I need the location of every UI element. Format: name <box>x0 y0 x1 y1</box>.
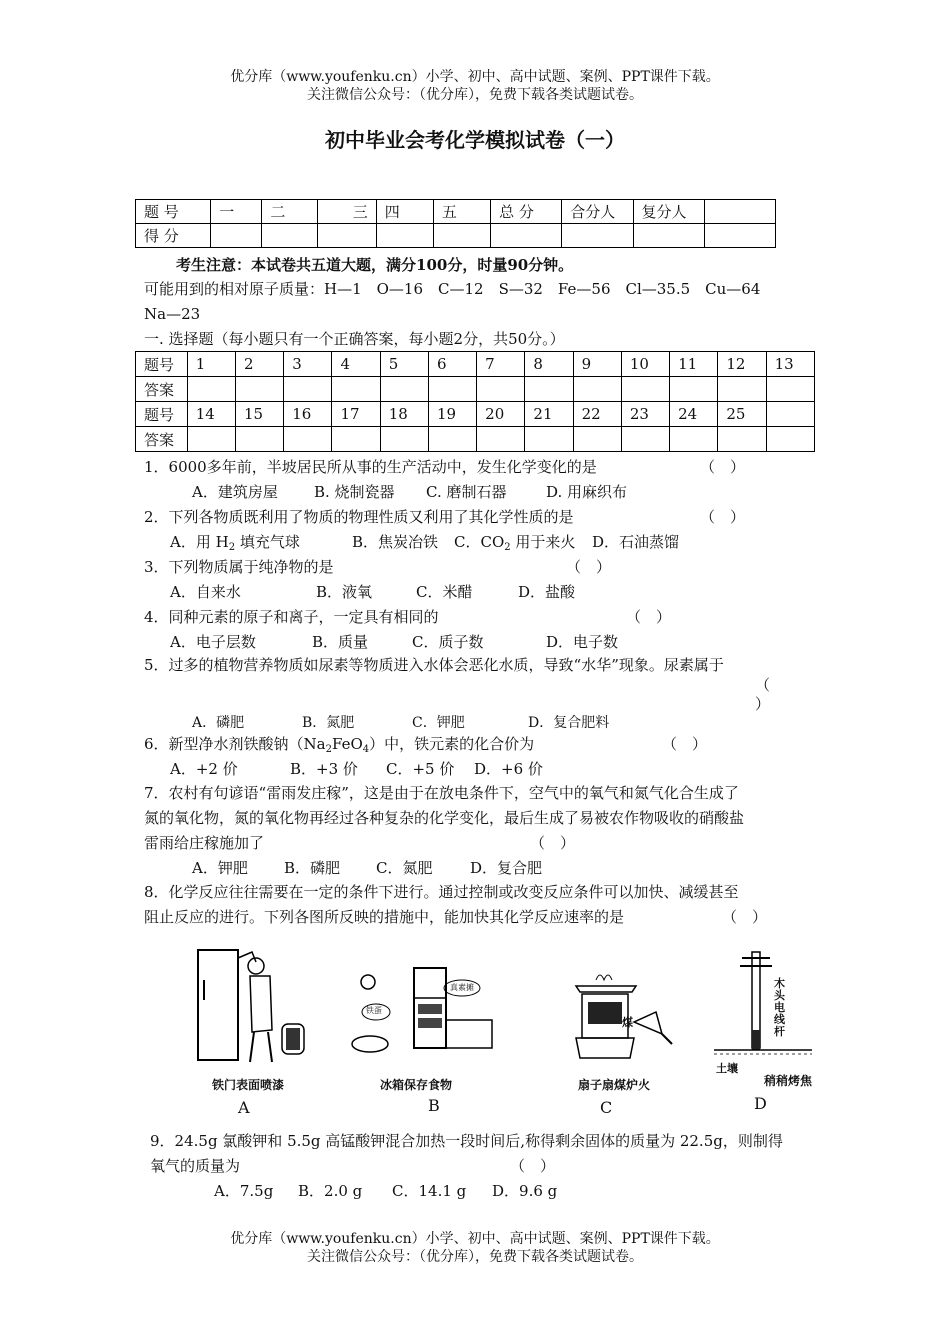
answer-table-row <box>136 427 815 452</box>
answer-number: 10 <box>621 352 669 377</box>
answer-cell[interactable] <box>477 427 525 452</box>
answer-cell[interactable] <box>670 427 718 452</box>
figure-a-caption: 铁门表面喷漆 <box>212 1078 285 1092</box>
figure-d-pole-label: 木头电线杆 <box>774 977 785 1038</box>
question-3-option-a: A．自来水 <box>170 583 241 601</box>
answer-table-row <box>136 402 815 427</box>
figure-d-caption: 稍稍烤焦 <box>764 1074 813 1088</box>
answer-number: 3 <box>284 352 332 377</box>
answer-cell[interactable] <box>428 427 476 452</box>
answer-number: 7 <box>477 352 525 377</box>
header-line-1: 优分库（www.youfenku.cn）小学、初中、高中试题、案例、PPT课件下载。 <box>230 69 720 85</box>
question-3-option-d: D．盐酸 <box>518 583 576 601</box>
answer-cell[interactable] <box>525 427 573 452</box>
question-5-option-c: C．钾肥 <box>412 715 465 731</box>
answer-cell[interactable] <box>573 377 621 402</box>
question-9-line-1: 9．24.5g 氯酸钾和 5.5g 高锰酸钾混合加热一段时间后,称得剩余固体的质量为 22.5g，则制得 <box>150 1132 783 1150</box>
question-7-line-2: 氮的氧化物，氮的氧化物再经过各种复杂的化学变化，最后生成了易被农作物吸收的硝酸盐 <box>144 809 745 827</box>
score-cell-header: 五 <box>433 200 490 224</box>
answer-cell[interactable] <box>477 377 525 402</box>
answer-number: 1 <box>187 352 235 377</box>
answer-number: 15 <box>236 402 284 427</box>
question-2-option-b: B．焦炭冶铁 <box>352 533 439 551</box>
header-line-2: 关注微信公众号：（优分库），免费下载各类试题试卷。 <box>307 87 643 103</box>
answer-table <box>135 351 815 452</box>
answer-paren: （ ） <box>700 458 746 476</box>
option-text: 填充气球 <box>235 533 300 551</box>
answer-paren: （ ） <box>722 908 768 926</box>
figure-a-letter: A <box>238 1098 250 1117</box>
answer-paren: （ ） <box>510 1157 556 1175</box>
figure-c-caption: 扇子扇煤炉火 <box>578 1078 651 1092</box>
answer-cell[interactable] <box>187 427 235 452</box>
question-6-stem <box>144 734 534 760</box>
score-cell[interactable] <box>433 224 490 248</box>
answer-number: 24 <box>670 402 718 427</box>
question-5-option-a: A．磷肥 <box>192 715 245 731</box>
answer-label-answer: 答案 <box>136 427 188 452</box>
score-cell-header <box>704 200 775 224</box>
figure-c-illustration <box>546 960 676 1070</box>
answer-number: 6 <box>428 352 476 377</box>
answer-label-answer: 答案 <box>136 377 188 402</box>
score-table-row <box>136 200 776 224</box>
question-9-option-d: D．9.6 g <box>492 1182 558 1200</box>
question-9-option-b: B．2.0 g <box>298 1182 363 1200</box>
option-text: A．用 H <box>170 533 229 551</box>
answer-cell[interactable] <box>525 377 573 402</box>
score-cell[interactable] <box>262 224 317 248</box>
footer-line-2: 关注微信公众号：（优分库），免费下载各类试题试卷。 <box>307 1249 643 1265</box>
question-2-option-a <box>170 532 300 558</box>
figure-d-soil-label: 土壤 <box>716 1062 738 1075</box>
footer-line-1: 优分库（www.youfenku.cn）小学、初中、高中试题、案例、PPT课件下载。 <box>230 1231 720 1247</box>
answer-paren: （ ） <box>566 558 612 576</box>
score-cell[interactable] <box>491 224 562 248</box>
question-6-option-a: A．+2 价 <box>170 760 238 778</box>
score-cell[interactable] <box>317 224 376 248</box>
answer-cell[interactable] <box>284 377 332 402</box>
answer-cell[interactable] <box>621 377 669 402</box>
question-4-option-b: B．质量 <box>312 633 369 651</box>
answer-cell[interactable] <box>766 377 814 402</box>
answer-cell[interactable] <box>428 377 476 402</box>
answer-number: 2 <box>236 352 284 377</box>
question-2-option-c <box>454 532 575 558</box>
answer-table-row <box>136 377 815 402</box>
score-cell-header: 总 分 <box>491 200 562 224</box>
section-1-heading: 一. 选择题（每小题只有一个正确答案，每小题2分，共50分。） <box>144 330 565 348</box>
answer-number: 23 <box>621 402 669 427</box>
answer-paren: （ ） <box>626 608 672 626</box>
question-3-option-b: B．液氧 <box>316 583 373 601</box>
answer-number: 5 <box>380 352 428 377</box>
question-8-line-1: 8．化学反应往往需要在一定的条件下进行。通过控制或改变反应条件可以加快、减缓甚至 <box>144 883 739 901</box>
question-1-option-c: C. 磨制石器 <box>426 483 507 501</box>
score-cell-header: 复分人 <box>633 200 704 224</box>
answer-number: 13 <box>766 352 814 377</box>
subscript: 4 <box>362 744 370 755</box>
subscript: 2 <box>228 542 236 553</box>
answer-cell[interactable] <box>332 377 380 402</box>
answer-number: 22 <box>573 402 621 427</box>
option-text: C．CO <box>454 533 505 551</box>
answer-cell[interactable] <box>284 427 332 452</box>
answer-table-row <box>136 352 815 377</box>
score-cell-header: 二 <box>262 200 317 224</box>
answer-number: 20 <box>477 402 525 427</box>
answer-number: 12 <box>718 352 766 377</box>
answer-label-question: 题号 <box>136 402 188 427</box>
question-1-option-b: B. 烧制瓷器 <box>314 483 395 501</box>
answer-paren: （ ） <box>662 735 708 753</box>
figure-b-bubble-2: 真素摊 <box>450 983 474 992</box>
answer-label-question: 题号 <box>136 352 188 377</box>
question-6-option-d: D．+6 价 <box>474 760 543 778</box>
figure-b-caption: 冰箱保存食物 <box>380 1078 453 1092</box>
answer-cell[interactable] <box>573 427 621 452</box>
answer-cell[interactable] <box>766 427 814 452</box>
question-1-option-a: A．建筑房屋 <box>192 483 278 501</box>
exam-notice: 考生注意：本试卷共五道大题，满分100分，时量90分钟。 <box>176 256 574 274</box>
question-1-stem: 1．6000多年前，半坡居民所从事的生产活动中，发生化学变化的是 <box>144 458 597 476</box>
question-3-option-c: C．米醋 <box>416 583 473 601</box>
score-cell-label: 得 分 <box>136 224 211 248</box>
subscript: 2 <box>504 542 511 553</box>
answer-cell[interactable] <box>236 427 284 452</box>
answer-cell[interactable] <box>380 377 428 402</box>
figure-d-illustration <box>712 946 822 1066</box>
subscript: 2 <box>325 744 332 755</box>
question-7-line-3: 雷雨给庄稼施加了 <box>144 834 265 852</box>
atomic-masses-line-1: 可能用到的相对原子质量：H—1 O—16 C—12 S—32 Fe—56 Cl—35.5 Cu—64 <box>144 280 761 298</box>
score-cell[interactable] <box>633 224 704 248</box>
question-9-option-c: C．14.1 g <box>392 1182 467 1200</box>
answer-number: 4 <box>332 352 380 377</box>
question-6-option-b: B．+3 价 <box>290 760 358 778</box>
figure-a-illustration <box>190 940 320 1070</box>
question-3-stem: 3．下列物质属于纯净物的是 <box>144 558 334 576</box>
score-cell-header: 三 <box>317 200 376 224</box>
answer-number: 17 <box>332 402 380 427</box>
answer-number <box>766 402 814 427</box>
option-text: 用于来火 <box>510 533 576 551</box>
question-5-option-d: D．复合肥料 <box>528 715 610 731</box>
answer-number: 19 <box>428 402 476 427</box>
score-cell-header: 题 号 <box>136 200 211 224</box>
answer-paren: （ ） <box>530 834 576 852</box>
question-6-option-c: C．+5 价 <box>386 760 455 778</box>
question-2-option-d: D．石油蒸馏 <box>592 533 680 551</box>
stem-text: FeO <box>332 735 363 753</box>
answer-number: 9 <box>573 352 621 377</box>
question-7-option-b: B．磷肥 <box>284 859 341 877</box>
answer-number: 16 <box>284 402 332 427</box>
score-cell[interactable] <box>211 224 262 248</box>
question-7-line-1: 7．农村有句谚语“雷雨发庄稼”，这是由于在放电条件下，空气中的氧气和氮气化合生成了 <box>144 784 739 802</box>
question-4-option-a: A．电子层数 <box>170 633 256 651</box>
answer-cell[interactable] <box>718 427 766 452</box>
stem-text: ）中，铁元素的化合价为 <box>369 735 535 753</box>
question-8-line-2: 阻止反应的进行。下列各图所反映的措施中，能加快其化学反应速率的是 <box>144 908 625 926</box>
question-4-stem: 4．同种元素的原子和离子，一定具有相同的 <box>144 608 439 626</box>
answer-cell[interactable] <box>332 427 380 452</box>
score-cell-header: 一 <box>211 200 262 224</box>
answer-cell[interactable] <box>236 377 284 402</box>
score-cell[interactable] <box>704 224 775 248</box>
score-table-row <box>136 224 776 248</box>
question-9-option-a: A．7.5g <box>214 1182 274 1200</box>
score-cell-header: 合分人 <box>562 200 633 224</box>
score-cell[interactable] <box>376 224 433 248</box>
stem-text: 6．新型净水剂铁酸钠（Na <box>144 735 326 753</box>
answer-cell[interactable] <box>718 377 766 402</box>
answer-paren-close: ） <box>755 695 771 713</box>
answer-cell[interactable] <box>380 427 428 452</box>
answer-number: 21 <box>525 402 573 427</box>
answer-paren: （ ） <box>700 508 746 526</box>
question-4-option-d: D．电子数 <box>546 633 619 651</box>
figure-c-label: 煤 <box>622 1016 633 1029</box>
question-5-option-b: B．氮肥 <box>302 715 355 731</box>
score-cell-header: 四 <box>376 200 433 224</box>
answer-number: 8 <box>525 352 573 377</box>
figure-d-letter: D <box>754 1094 767 1113</box>
question-1-option-d: D. 用麻织布 <box>546 483 628 501</box>
atomic-masses-line-2: Na—23 <box>144 305 201 323</box>
answer-cell[interactable] <box>621 427 669 452</box>
figure-b-letter: B <box>428 1096 440 1115</box>
score-table <box>135 199 776 248</box>
score-cell[interactable] <box>562 224 633 248</box>
figure-b-bubble-1: 铁蛋 <box>366 1006 382 1015</box>
question-9-line-2: 氧气的质量为 <box>150 1157 241 1175</box>
answer-number: 25 <box>718 402 766 427</box>
answer-number: 18 <box>380 402 428 427</box>
answer-cell[interactable] <box>670 377 718 402</box>
answer-number: 14 <box>187 402 235 427</box>
page-title: 初中毕业会考化学模拟试卷（一） <box>325 128 625 152</box>
answer-cell[interactable] <box>187 377 235 402</box>
answer-number: 11 <box>670 352 718 377</box>
question-5-stem: 5．过多的植物营养物质如尿素等物质进入水体会恶化水质，导致“水华”现象。尿素属于 <box>144 656 724 674</box>
question-2-stem: 2．下列各物质既利用了物质的物理性质又利用了其化学性质的是 <box>144 508 574 526</box>
question-7-option-c: C．氮肥 <box>376 859 433 877</box>
question-7-option-a: A．钾肥 <box>192 859 248 877</box>
figure-c-letter: C <box>600 1098 613 1117</box>
question-7-option-d: D．复合肥 <box>470 859 543 877</box>
question-4-option-c: C．质子数 <box>412 633 484 651</box>
answer-paren-open: （ <box>755 676 771 694</box>
